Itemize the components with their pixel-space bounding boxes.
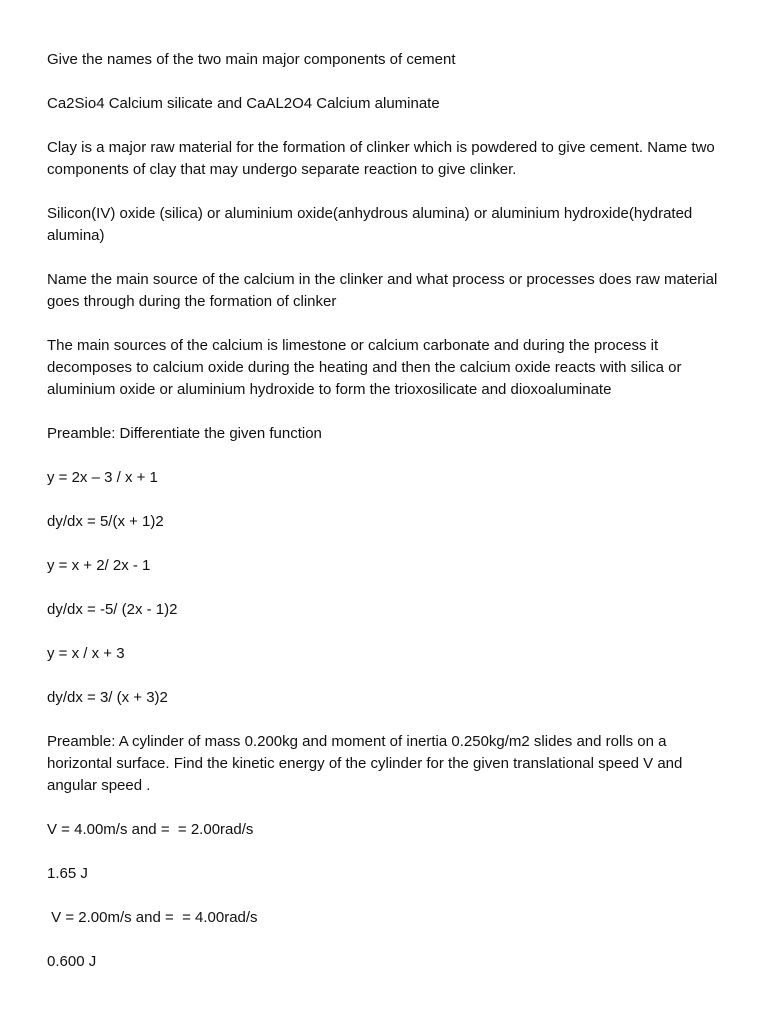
preamble-cylinder: Preamble: A cylinder of mass 0.200kg and moment of inertia 0.250kg/m2 slides and rolls on a horizontal surface. Find the kinetic energy of the cylinder for the given translational speed V and angular speed . bbox=[47, 733, 687, 794]
cylinder-case-2: V = 2.00m/s and = = 4.00rad/s bbox=[47, 909, 258, 926]
function-1: y = 2x – 3 / x + 1 bbox=[47, 469, 158, 486]
derivative-1: dy/dx = 5/(x + 1)2 bbox=[47, 513, 164, 530]
question-clay-components: Clay is a major raw material for the formation of clinker which is powdered to give cement. Name two components of clay that may undergo separate reaction to give clinker. bbox=[47, 139, 719, 178]
derivative-2: dy/dx = -5/ (2x - 1)2 bbox=[47, 601, 178, 618]
cylinder-answer-2: 0.600 J bbox=[47, 953, 97, 970]
cylinder-case-1: V = 4.00m/s and = = 2.00rad/s bbox=[47, 821, 254, 838]
function-3: y = x / x + 3 bbox=[47, 645, 125, 662]
question-calcium-source: Name the main source of the calcium in the clinker and what process or processes does raw material goes through during the formation of clinker bbox=[47, 271, 722, 310]
cylinder-answer-1: 1.65 J bbox=[47, 865, 88, 882]
answer-cement-components: Ca2Sio4 Calcium silicate and CaAL2O4 Calcium aluminate bbox=[47, 95, 440, 112]
function-2: y = x + 2/ 2x - 1 bbox=[47, 557, 151, 574]
preamble-differentiate: Preamble: Differentiate the given function bbox=[47, 425, 322, 442]
answer-clay-components: Silicon(IV) oxide (silica) or aluminium oxide(anhydrous alumina) or aluminium hydroxide(hydrated alumina) bbox=[47, 205, 697, 244]
question-cement-components: Give the names of the two main major components of cement bbox=[47, 51, 456, 68]
answer-calcium-source: The main sources of the calcium is limestone or calcium carbonate and during the process it decomposes to calcium oxide during the heating and then the calcium oxide reacts with silica or aluminium oxide or aluminium hydroxide to form the trioxosilicate and dioxoaluminate bbox=[47, 337, 686, 398]
derivative-3: dy/dx = 3/ (x + 3)2 bbox=[47, 689, 168, 706]
